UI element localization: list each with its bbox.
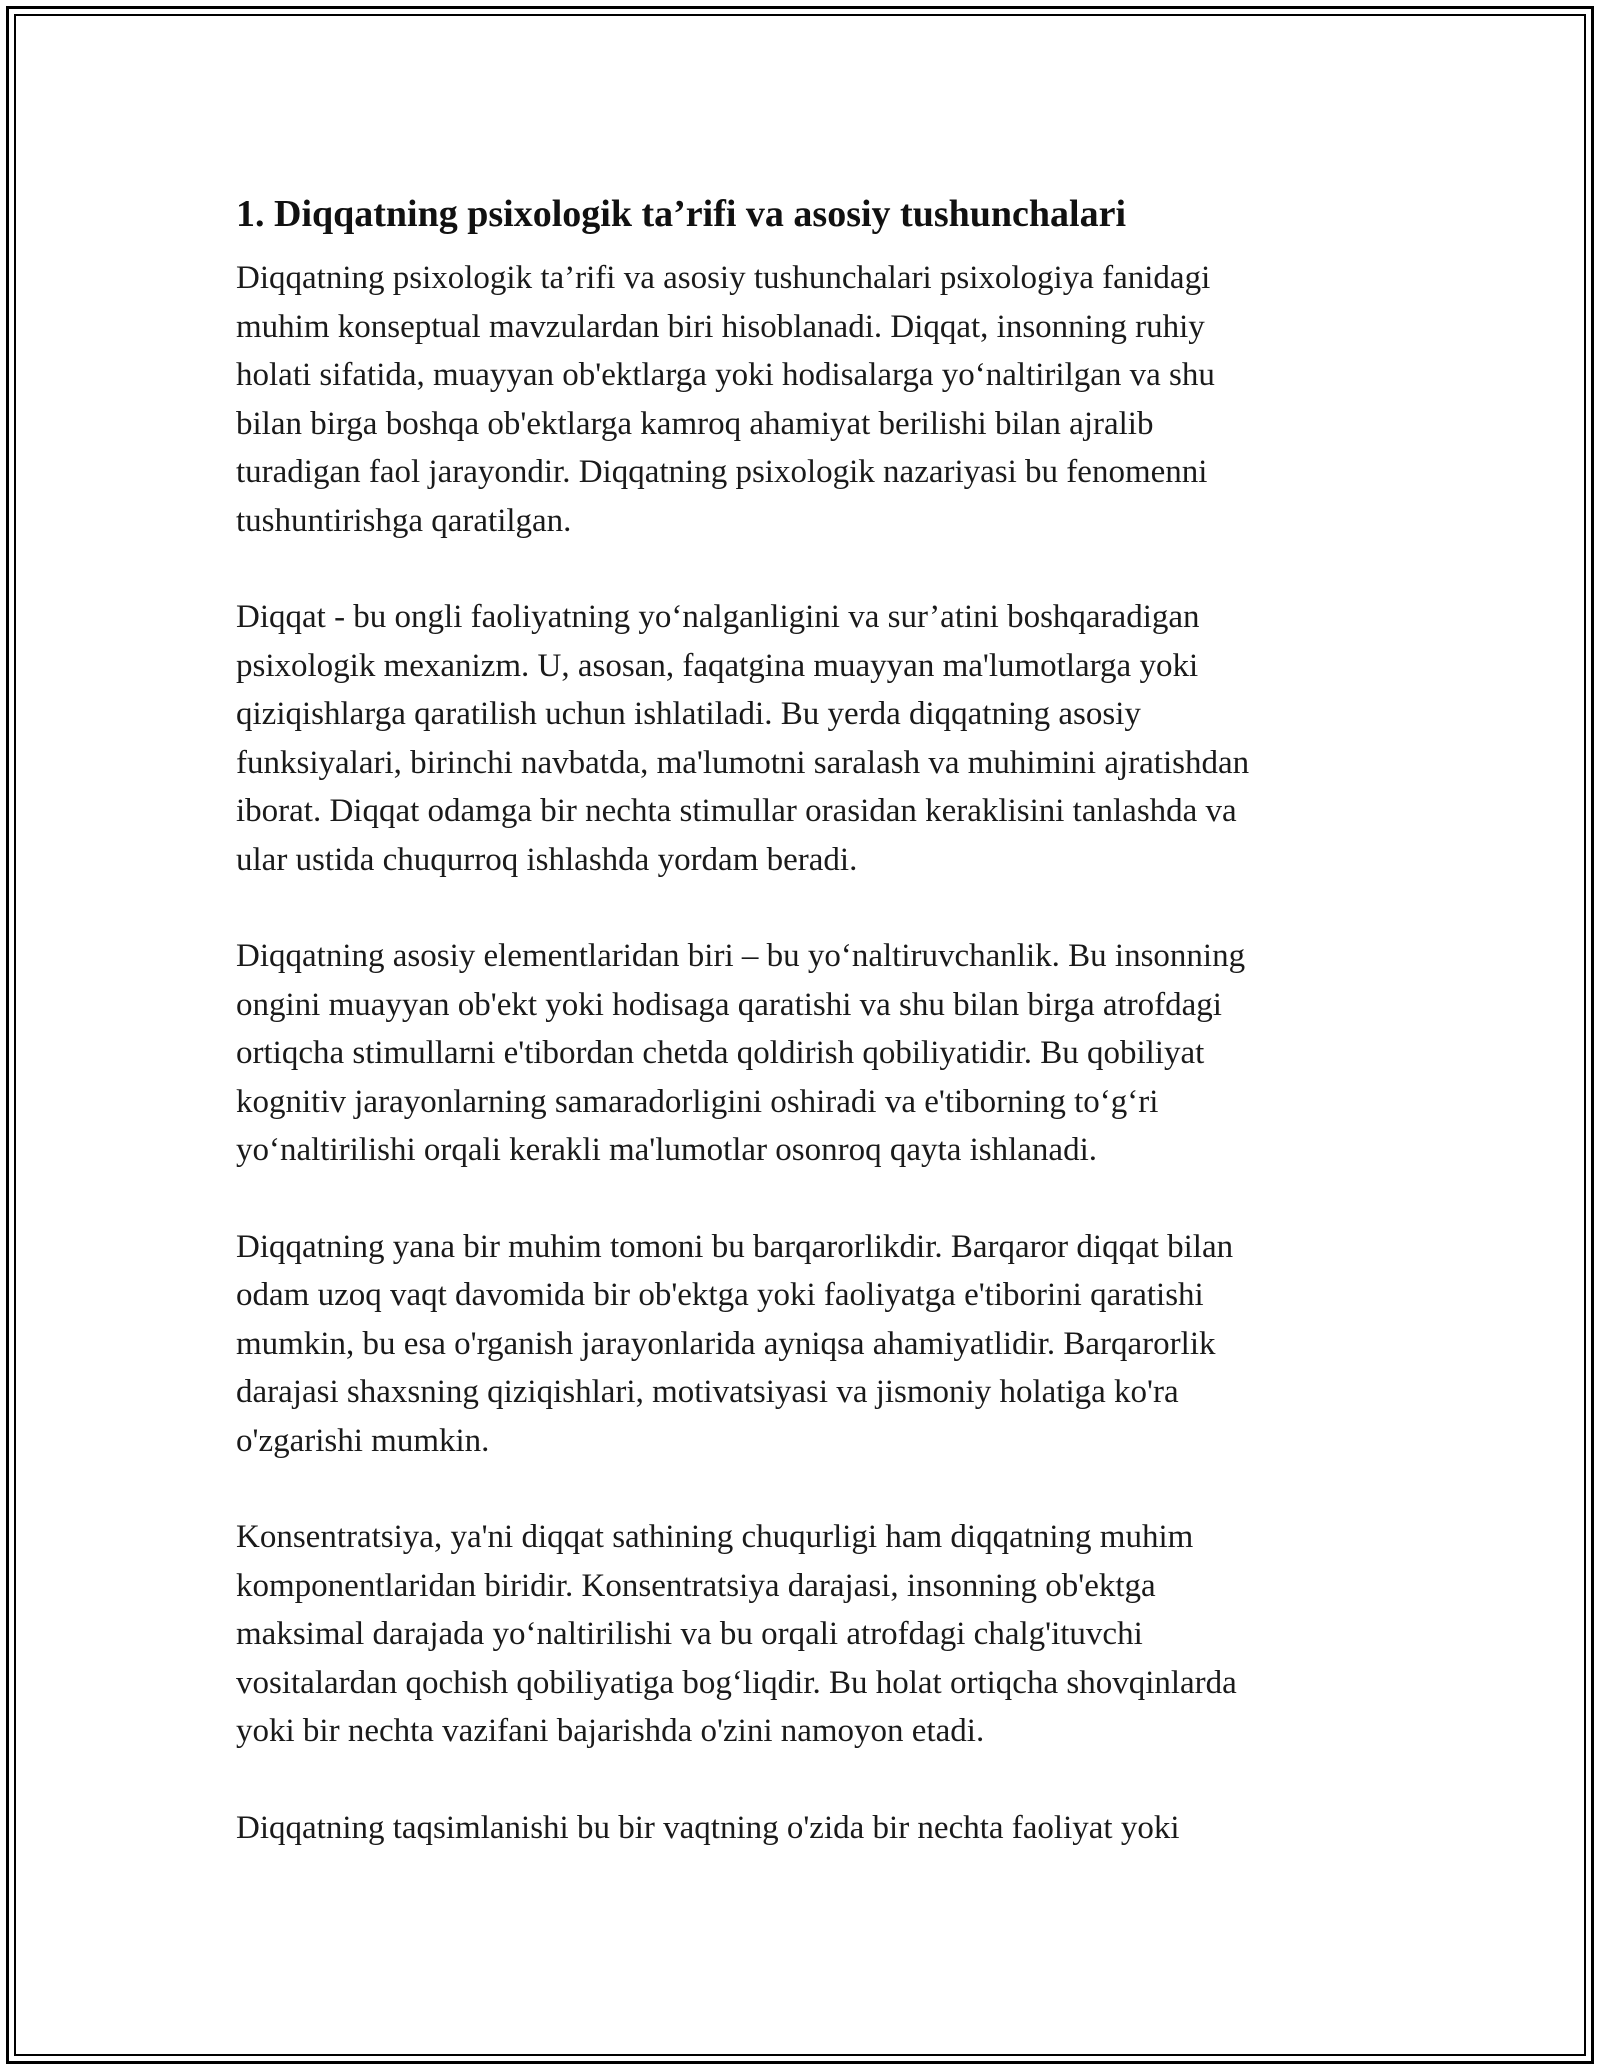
text-line: komponentlaridan biridir. Konsentratsiya darajasi, insonning ob'ektga (236, 1567, 1156, 1604)
paragraph-concentration (236, 1513, 1386, 1756)
text-line: Diqqat - bu ongli faoliyatning yo‘nalganligini va sur’atini boshqaradigan (236, 599, 1200, 635)
text-line: darajasi shaxsning qiziqishlari, motivatsiyasi va jismoniy holatiga ko'ra (236, 1374, 1179, 1410)
text-line: turadigan faol jarayondir. Diqqatning psixologik nazariyasi bu fenomenni (236, 454, 1208, 490)
paragraph-definition (236, 254, 1386, 545)
text-line: Diqqatning psixologik ta’rifi va asosiy tushunchalari psixologiya fanidagi (236, 260, 1211, 296)
text-line: qiziqishlarga qaratilish uchun ishlatiladi. Bu yerda diqqatning asosiy (236, 696, 1141, 732)
text-line: ular ustida chuqurroq ishlashda yordam beradi. (236, 841, 858, 878)
text-line: vositalardan qochish qobiliyatiga bog‘liqdir. Bu holat ortiqcha shovqinlarda (236, 1664, 1237, 1701)
text-line: kognitiv jarayonlarning samaradorligini oshiradi va e'tiborning to‘g‘ri (236, 1083, 1159, 1120)
text-line: yo‘naltirilishi orqali kerakli ma'lumotlar osonroq qayta ishlanadi. (236, 1132, 1097, 1168)
paragraph-directedness (236, 932, 1386, 1175)
text-line: ortiqcha stimullarni e'tibordan chetda qoldirish qobiliyatidir. Bu qobiliyat (236, 1035, 1205, 1071)
text-line: psixologik mexanizm. U, asosan, faqatgina muayyan ma'lumotlarga yoki (236, 647, 1199, 684)
paragraph-stability (236, 1223, 1386, 1466)
text-line: bilan birga boshqa ob'ektlarga kamroq ahamiyat berilishi bilan ajralib (236, 405, 1154, 442)
text-line: holati sifatida, muayyan ob'ektlarga yoki hodisalarga yo‘naltirilgan va shu (236, 357, 1215, 393)
text-line: maksimal darajada yo‘naltirilishi va bu orqali atrofdagi chalg'ituvchi (236, 1616, 1143, 1652)
text-line: tushuntirishga qaratilgan. (236, 502, 572, 539)
text-line: Diqqatning yana bir muhim tomoni bu barqarorlikdir. Barqaror diqqat bilan (236, 1228, 1234, 1265)
text-line: odam uzoq vaqt davomida bir ob'ektga yoki faoliyatga e'tiborini qaratishi (236, 1277, 1204, 1313)
text-line: muhim konseptual mavzulardan biri hisoblanadi. Diqqat, insonning ruhiy (236, 308, 1205, 345)
paragraph-mechanism (236, 593, 1386, 884)
text-line: ongini muayyan ob'ekt yoki hodisaga qaratishi va shu bilan birga atrofdagi (236, 986, 1222, 1023)
text-line: mumkin, bu esa o'rganish jarayonlarida ayniqsa ahamiyatlidir. Barqarorlik (236, 1325, 1216, 1362)
text-line: yoki bir nechta vazifani bajarishda o'zini namoyon etadi. (236, 1713, 985, 1749)
paragraph-distribution (236, 1804, 1386, 1853)
section-heading: 1. Diqqatning psixologik ta’rifi va asosiy tushunchalari (236, 193, 1127, 235)
text-line: iborat. Diqqat odamga bir nechta stimullar orasidan keraklisini tanlashda va (236, 793, 1237, 829)
text-line: Konsentratsiya, ya'ni diqqat sathining chuqurligi ham diqqatning muhim (236, 1519, 1194, 1555)
document-body (236, 188, 1386, 1900)
text-line: Diqqatning asosiy elementlaridan biri – bu yo‘naltiruvchanlik. Bu insonning (236, 938, 1246, 974)
text-line: o'zgarishi mumkin. (236, 1422, 490, 1459)
text-line: Diqqatning taqsimlanishi bu bir vaqtning o'zida bir nechta faoliyat yoki (236, 1809, 1180, 1846)
text-line: funksiyalari, birinchi navbatda, ma'lumotni saralash va muhimini ajratishdan (236, 744, 1250, 781)
